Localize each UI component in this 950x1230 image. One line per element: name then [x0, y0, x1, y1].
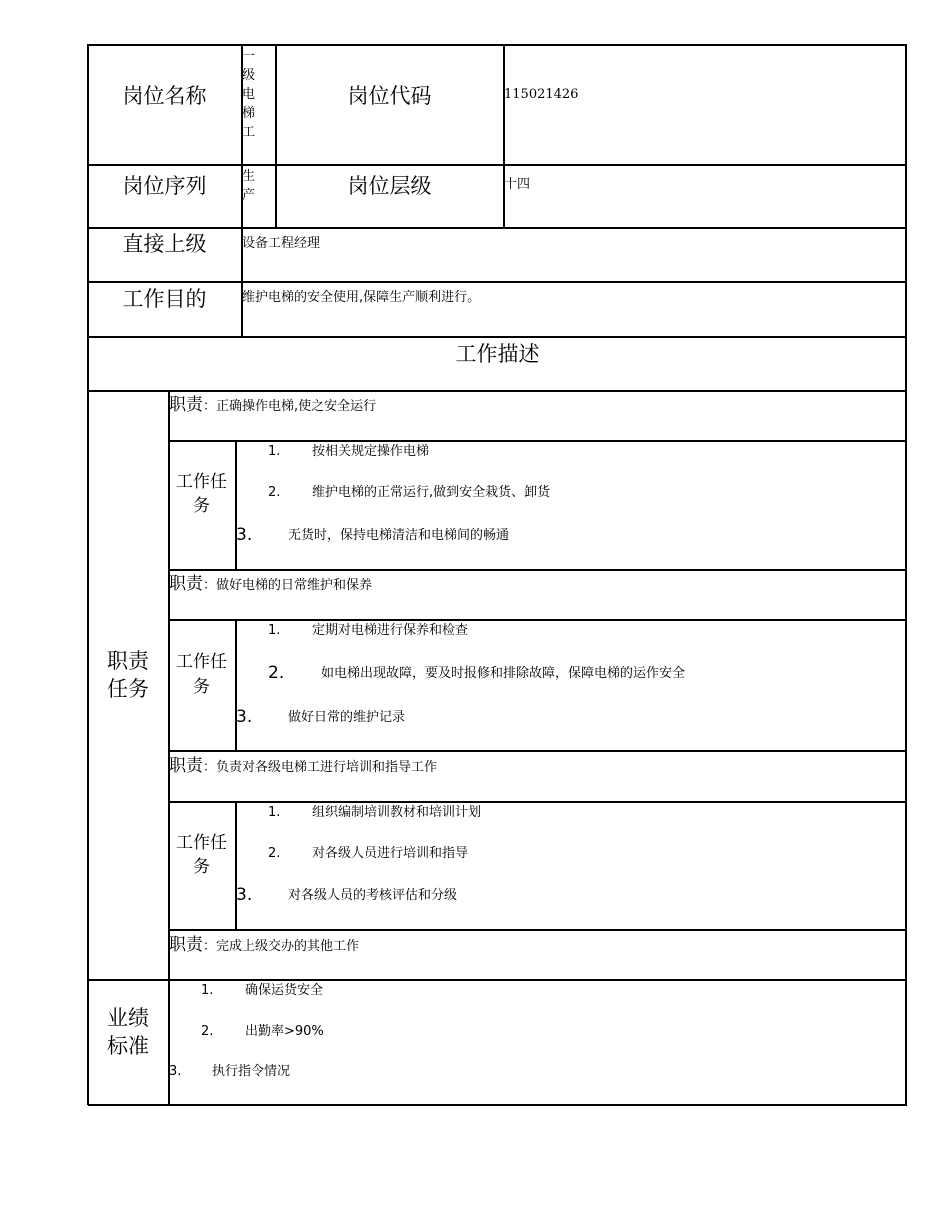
task-number: 1.: [268, 623, 281, 638]
task-label-line-1: 工作任: [176, 652, 227, 672]
task-number: 3.: [236, 707, 253, 727]
task-number: 3.: [236, 885, 253, 905]
task-number: 1.: [268, 805, 281, 820]
duties-label-combined: 职责任务: [0, 0, 4, 1]
duties-label-line-2: 任务: [107, 677, 149, 701]
task-text: 按相关规定操作电梯: [312, 444, 430, 459]
row-divider: [168, 619, 907, 621]
duty-text: ：做好电梯的日常维护和保养: [203, 578, 373, 593]
performance-number: 1.: [201, 983, 214, 998]
task-number: 2.: [268, 485, 281, 500]
task-label-line-1: 工作任: [176, 833, 227, 853]
performance-text: 执行指令情况: [212, 1064, 291, 1079]
purpose-label: 工作目的: [122, 287, 207, 311]
task-text: 定期对电梯进行保养和检查: [312, 623, 469, 638]
task-text: 无货时，保持电梯清洁和电梯间的畅通: [288, 528, 510, 543]
task-text: 维护电梯的正常运行,做到安全栽货、卸货: [312, 485, 551, 500]
row-divider: [88, 336, 907, 338]
col-divider: [235, 801, 237, 929]
task-number: 2.: [268, 846, 281, 861]
task-text: 如电梯出现故障，要及时报修和排除故障，保障电梯的运作安全: [321, 666, 686, 681]
table-border-right: [905, 44, 907, 1105]
row-divider: [168, 801, 907, 803]
task-text: 做好日常的维护记录: [288, 710, 406, 725]
task-label-line-2: 务: [193, 677, 210, 697]
col-divider: [275, 44, 277, 227]
row-divider: [168, 569, 907, 571]
duty-row: [169, 935, 359, 955]
performance-number: 2.: [201, 1024, 214, 1039]
duty-text: ：负责对各级电梯工进行培训和指导工作: [203, 760, 438, 775]
duty-prefix: 职责: [169, 935, 203, 955]
row-divider: [168, 440, 907, 442]
col-divider: [503, 44, 505, 227]
supervisor-value: 设备工程经理: [242, 236, 321, 251]
row-divider: [88, 227, 907, 229]
duty-prefix: 职责: [169, 756, 203, 776]
performance-text: 出勤率>90%: [245, 1024, 324, 1039]
duty-prefix: 职责: [169, 574, 203, 594]
supervisor-label: 直接上级: [122, 232, 207, 256]
col-divider: [235, 440, 237, 569]
position-level-value: 十四: [504, 177, 531, 192]
duties-label-line-1: 职责: [107, 649, 149, 673]
duty-text: ：正确操作电梯,使之安全运行: [203, 399, 377, 414]
task-number: 3.: [236, 525, 253, 545]
row-divider: [168, 750, 907, 752]
duty-row: [169, 756, 437, 776]
row-divider: [168, 929, 907, 931]
duty-prefix: 职责: [169, 395, 203, 415]
table-border-top: [88, 44, 907, 46]
work-description-title: 工作描述: [455, 342, 540, 366]
position-code-value: 115021426: [504, 87, 579, 102]
row-divider: [88, 979, 907, 981]
position-level-label: 岗位层级: [347, 174, 432, 198]
performance-number: 3.: [169, 1064, 182, 1079]
row-divider: [88, 164, 907, 166]
position-name-value: 一级电梯工: [242, 49, 256, 140]
performance-label-line-1: 业绩: [107, 1006, 149, 1030]
task-number: 2.: [268, 663, 285, 683]
task-text: 组织编制培训教材和培训计划: [312, 805, 482, 820]
col-divider: [235, 619, 237, 750]
row-divider: [88, 390, 907, 392]
performance-text: 确保运货安全: [245, 983, 324, 998]
performance-label-line-2: 标准: [107, 1034, 149, 1058]
task-label-line-2: 务: [193, 857, 210, 877]
duty-row: [169, 574, 372, 594]
task-text: 对各级人员的考核评估和分级: [288, 888, 458, 903]
row-divider: [88, 281, 907, 283]
purpose-value: 维护电梯的安全使用,保障生产顺利进行。: [242, 290, 481, 305]
position-series-label: 岗位序列: [122, 174, 207, 198]
task-label-line-2: 务: [193, 496, 210, 516]
task-label-line-1: 工作任: [176, 472, 227, 492]
position-series-value: 生产: [242, 169, 256, 203]
table-border-bottom: [88, 1104, 907, 1106]
duty-row: [169, 395, 376, 415]
task-number: 1.: [268, 444, 281, 459]
position-name-label: 岗位名称: [122, 84, 207, 108]
table-border-left: [87, 44, 89, 1105]
position-code-label: 岗位代码: [347, 84, 432, 108]
duty-text: ：完成上级交办的其他工作: [203, 939, 360, 954]
task-text: 对各级人员进行培训和指导: [312, 846, 469, 861]
